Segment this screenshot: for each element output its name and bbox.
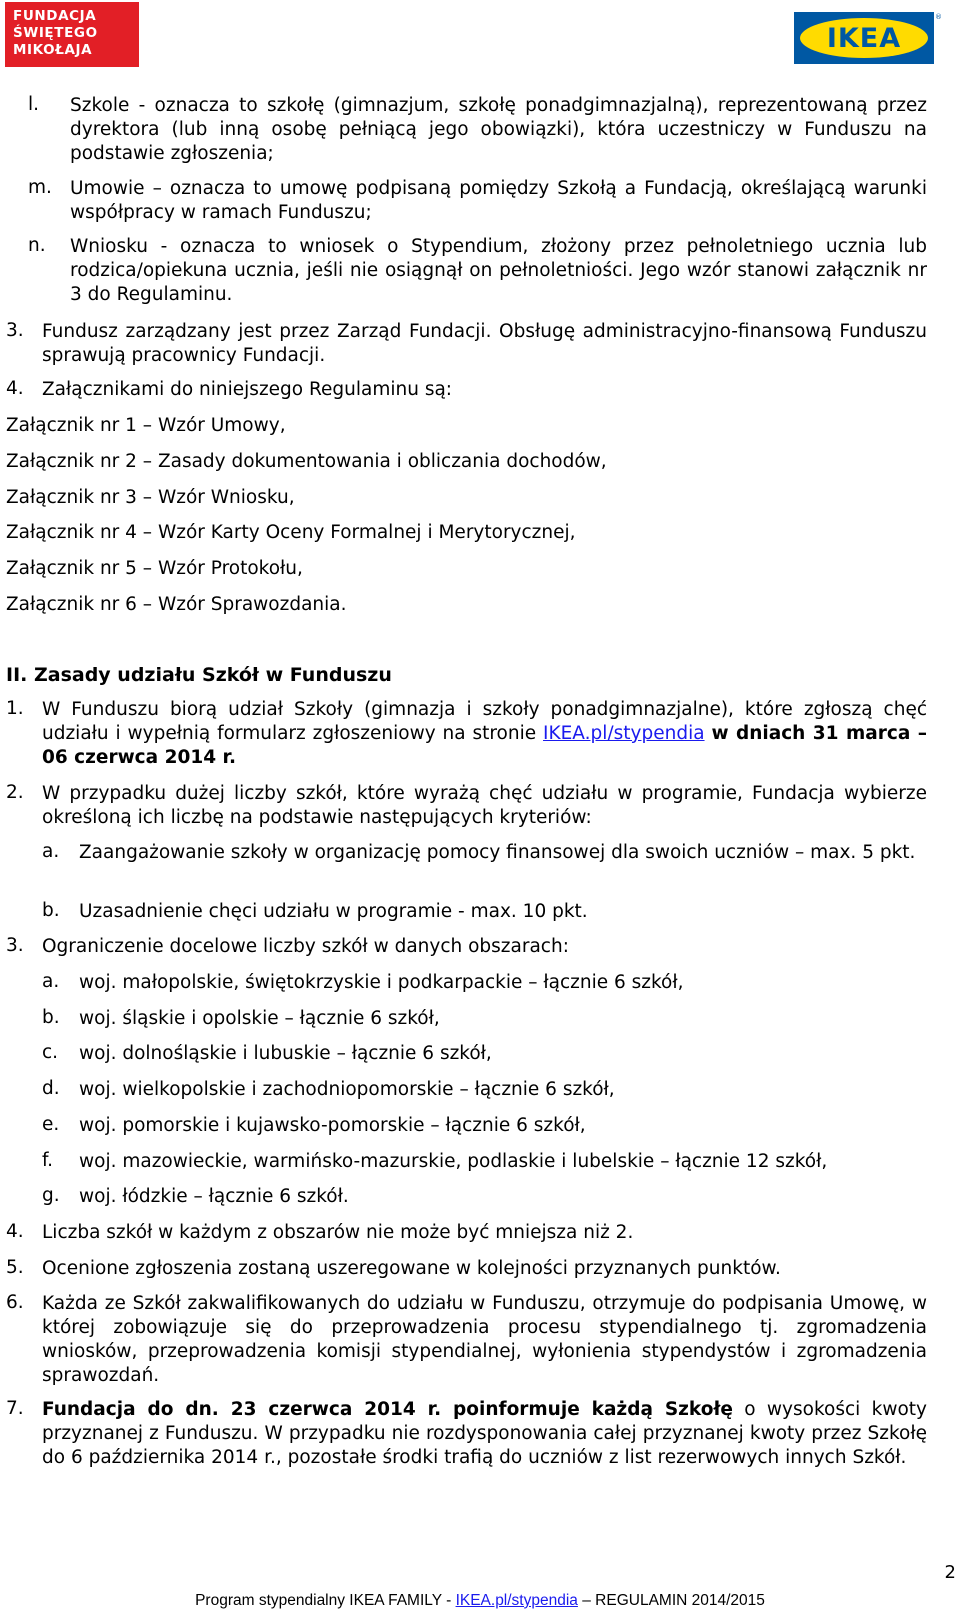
attachment-item: Załącznik nr 5 – Wzór Protokołu,	[6, 558, 303, 579]
item-3d-text: woj. wielkopolskie i zachodniopomorskie – łącznie 6 szkół,	[79, 1079, 615, 1100]
item-3b-text: woj. śląskie i opolskie – łącznie 6 szkół,	[79, 1008, 440, 1029]
point-4-text: Załącznikami do niniejszego Regulaminu są:	[42, 379, 453, 400]
fundacja-logo	[5, 2, 139, 67]
definition-n-label: n.	[28, 235, 46, 256]
item-3a-text: woj. małopolskie, świętokrzyskie i podkarpackie – łącznie 6 szkół,	[79, 972, 684, 993]
item-3f-text: woj. mazowieckie, warmińsko-mazurskie, podlaskie i lubelskie – łącznie 12 szkół,	[79, 1151, 828, 1172]
definition-n-text: Wniosku - oznacza to wniosek o Stypendium, złożony przez pełnoletniego ucznia lub rodzica/opiekuna ucznia, jeśli nie osiągnął on pełnoletniości. Jego wzór stanowi załącznik nr 3 do Regulaminu.	[70, 236, 927, 305]
item-5-label: 5.	[6, 1257, 24, 1278]
item-2a-label: a.	[42, 841, 60, 862]
item-1-label: 1.	[6, 698, 24, 719]
item-1-text	[42, 698, 927, 770]
item-5-text: Ocenione zgłoszenia zostaną uszeregowane w kolejności przyznanych punktów.	[42, 1258, 781, 1279]
attachment-item: Załącznik nr 1 – Wzór Umowy,	[6, 415, 286, 436]
item-3a-label: a.	[42, 971, 60, 992]
item-4-label: 4.	[6, 1221, 24, 1242]
item-3g-text: woj. łódzkie – łącznie 6 szkół.	[79, 1186, 349, 1207]
attachment-item: Załącznik nr 3 – Wzór Wniosku,	[6, 487, 295, 508]
item-7-text	[42, 1398, 927, 1470]
item-3c-text: woj. dolnośląskie i lubuskie – łącznie 6 szkół,	[79, 1043, 492, 1064]
item-7-label: 7.	[6, 1398, 24, 1419]
ikea-logo-text: IKEA	[826, 23, 902, 54]
item-2-text: W przypadku dużej liczby szkół, które wyrażą chęć udziału w programie, Fundacja wybierze określoną ich liczbę na podstawie następujących kryteriów:	[42, 783, 927, 828]
item-1-dates: w dniach 31 marca – 06 czerwca 2014 r.	[42, 723, 928, 768]
item-2b-text: Uzasadnienie chęci udziału w programie - max. 10 pkt.	[79, 901, 588, 922]
ikea-logo	[794, 12, 942, 66]
fundacja-logo-line-2: ŚWIĘTEGO	[13, 25, 98, 41]
item-7-rest-text: o wysokości kwoty przyznanej z Funduszu. W przypadku nie rozdysponowania całej przyznanej kwoty przez Szkołę do 6 października 2014 r., pozostałe środki trafią do uczniów z list rezerwowych innych Szkół.	[42, 1399, 927, 1468]
point-3-label: 3.	[6, 320, 24, 341]
definition-m-label: m.	[28, 177, 52, 198]
section-2-heading: II. Zasady udziału Szkół w Funduszu	[6, 664, 392, 686]
page-footer	[0, 1592, 960, 1610]
point-4-label: 4.	[6, 378, 24, 399]
item-3d-label: d.	[42, 1078, 60, 1099]
attachment-item: Załącznik nr 6 – Wzór Sprawozdania.	[6, 594, 347, 615]
attachment-item: Załącznik nr 2 – Zasady dokumentowania i obliczania dochodów,	[6, 451, 607, 472]
item-3c-label: c.	[42, 1042, 59, 1063]
item-3e-label: e.	[42, 1114, 60, 1135]
item-7-bold-text: Fundacja do dn. 23 czerwca 2014 r. poinformuje każdą Szkołę	[42, 1399, 733, 1420]
item-3f-label: f.	[42, 1150, 54, 1171]
item-4-text: Liczba szkół w każdym z obszarów nie może być mniejsza niż 2.	[42, 1222, 634, 1243]
definition-l-text: Szkole - oznacza to szkołę (gimnazjum, szkołę ponadgimnazjalną), reprezentowaną przez dyrektora (lub inną osobę pełniącą jego obowiązki), która uczestniczy w Funduszu na podstawie zgłoszenia;	[70, 95, 927, 164]
fundacja-logo-line-1: FUNDACJA	[13, 8, 97, 24]
point-3-text: Fundusz zarządzany jest przez Zarząd Fundacji. Obsługę administracyjno-finansową Funduszu sprawują pracownicy Fundacji.	[42, 321, 927, 366]
item-3-label: 3.	[6, 935, 24, 956]
definition-m-text: Umowie – oznacza to umowę podpisaną pomiędzy Szkołą a Fundacją, określającą warunki współpracy w ramach Funduszu;	[70, 178, 927, 223]
footer-link[interactable]: IKEA.pl/stypendia	[455, 1592, 578, 1609]
item-3e-text: woj. pomorskie i kujawsko-pomorskie – łącznie 6 szkół,	[79, 1115, 586, 1136]
footer-program-text: Program stypendialny IKEA FAMILY -	[195, 1592, 452, 1609]
item-6-text: Każda ze Szkół zakwalifikowanych do udziału w Funduszu, otrzymuje do podpisania Umowę, w której zobowiązuje się do przeprowadzenia procesu stypendialnego tj. zgromadzenia wniosków, przeprowadzenia komisji stypendialnej, wyłonienia stypendystów i zgromadzenia sprawozdań.	[42, 1293, 927, 1386]
item-2b-label: b.	[42, 900, 60, 921]
attachment-item: Załącznik nr 4 – Wzór Karty Oceny Formalnej i Merytorycznej,	[6, 522, 576, 543]
item-1-link[interactable]: IKEA.pl/stypendia	[543, 723, 705, 744]
ikea-registered-mark: ®	[935, 13, 942, 21]
item-6-label: 6.	[6, 1292, 24, 1313]
item-3-text: Ograniczenie docelowe liczby szkół w danych obszarach:	[42, 936, 569, 957]
item-1-text-main: W Funduszu biorą udział Szkoły (gimnazja i szkoły ponadgimnazjalne), które zgłoszą chęć udziału i wypełnią formularz zgłoszeniowy na stronie	[42, 699, 927, 744]
item-3g-label: g.	[42, 1185, 60, 1206]
item-3b-label: b.	[42, 1007, 60, 1028]
fundacja-logo-line-3: MIKOŁAJA	[13, 42, 93, 58]
item-2a-text: Zaangażowanie szkoły w organizację pomocy finansowej dla swoich uczniów – max. 5 pkt.	[79, 842, 916, 863]
definition-l-label: l.	[28, 94, 40, 115]
item-2-label: 2.	[6, 782, 24, 803]
page-number: 2	[944, 1562, 956, 1583]
footer-regulamin-text: – REGULAMIN 2014/2015	[582, 1592, 765, 1609]
